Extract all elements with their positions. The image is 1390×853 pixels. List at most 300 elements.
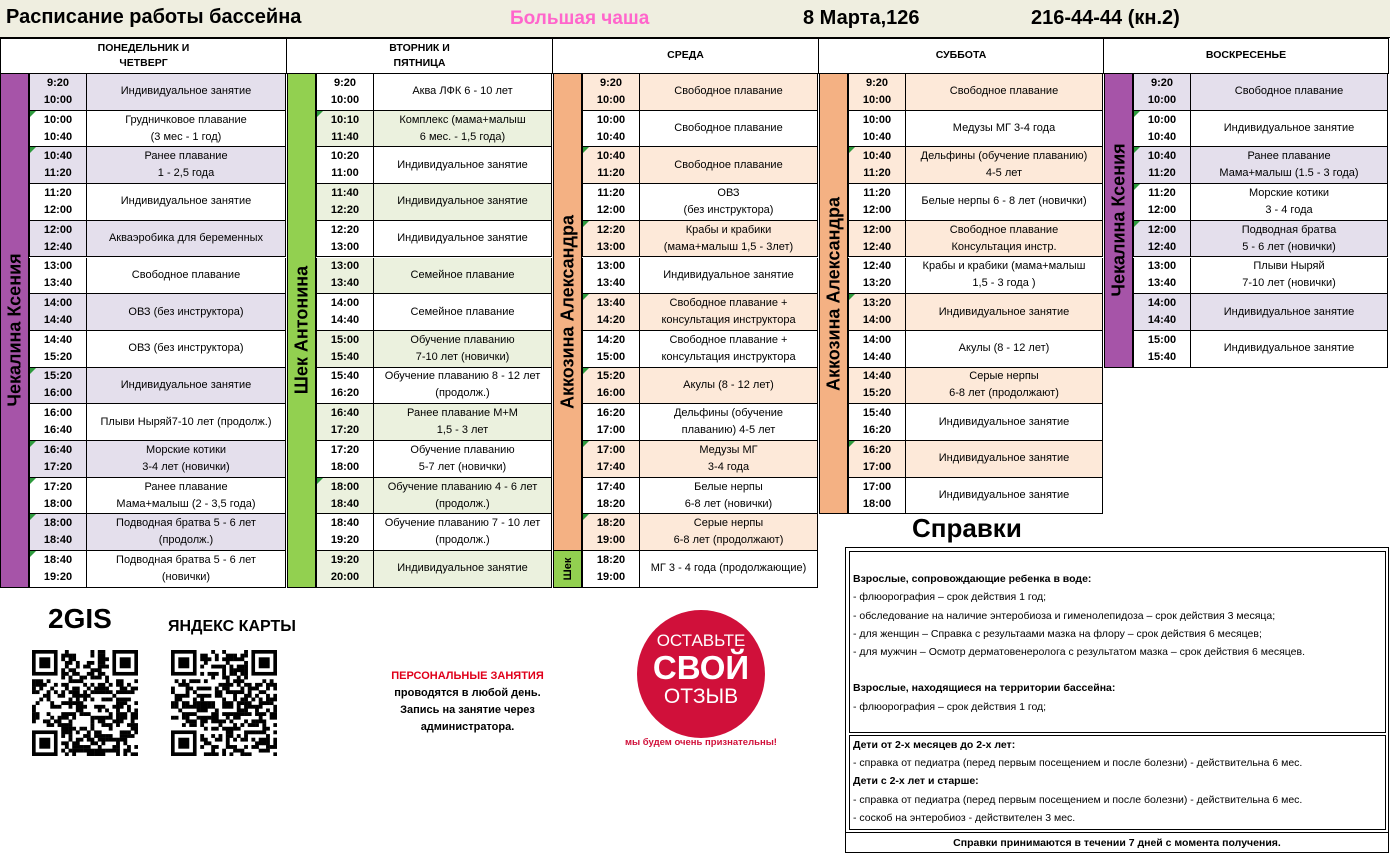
instructor-name: Чекалина Ксения — [1108, 143, 1128, 297]
activity-line: Мама+малыш (1.5 - 3 года) — [1219, 167, 1359, 180]
time-cell — [848, 184, 906, 220]
time-cell — [29, 404, 87, 440]
cell-marker-icon — [583, 294, 589, 300]
schedule-row — [582, 551, 818, 588]
activity-line: Белые нерпы — [694, 480, 763, 493]
end-time: 17:00 — [862, 460, 892, 473]
activity-line: Ранее плавание М+М — [407, 407, 518, 420]
start-time: 9:20 — [1150, 76, 1174, 89]
end-time: 10:40 — [43, 130, 73, 143]
activity-cell — [87, 258, 286, 294]
activity-line: Индивидуальное занятие — [397, 158, 528, 171]
activity-line: 3 - 4 года — [1265, 203, 1313, 216]
qr-code-yandex-icon[interactable] — [171, 650, 277, 756]
start-time: 10:40 — [1147, 150, 1177, 163]
start-time: 9:20 — [333, 76, 357, 89]
personal-lessons-line: администратора. — [420, 721, 515, 733]
activity-line: Индивидуальное занятие — [938, 305, 1070, 318]
activity-cell — [640, 111, 818, 147]
instructor-bar — [287, 74, 316, 588]
activity-line: Свободное плавание + — [669, 297, 788, 310]
start-time: 18:40 — [43, 553, 73, 566]
activity-line: 6 мес. - 1,5 года) — [419, 130, 506, 143]
time-cell — [29, 147, 87, 183]
activity-cell — [906, 404, 1103, 440]
activity-cell — [906, 111, 1103, 147]
schedule-row — [29, 331, 286, 368]
activity-line: Морские котики — [1248, 186, 1330, 199]
activity-line: Свободное плавание — [131, 268, 241, 281]
activity-line: Свободное плавание — [949, 223, 1059, 236]
activity-line: 7-10 лет (новички) — [1242, 277, 1336, 290]
activity-line: Свободное плавание — [674, 158, 783, 171]
activity-cell — [87, 74, 286, 110]
instructor-name: Аккозина Александра — [823, 196, 843, 391]
certificate-line: - для женщин – Справка с результаами мазка на флору – срок действия 6 месяцев; — [853, 627, 1262, 640]
start-time: 12:20 — [330, 223, 360, 236]
start-time: 15:40 — [330, 370, 360, 383]
start-time: 10:10 — [330, 113, 360, 126]
instructor-bar — [0, 74, 29, 588]
activity-cell — [87, 111, 286, 147]
activity-line: Ранее плавание — [144, 150, 228, 163]
activity-line: 5-7 лет (новички) — [418, 460, 507, 473]
certificates-children — [849, 735, 1386, 830]
end-time: 12:40 — [862, 240, 892, 253]
time-cell — [316, 551, 374, 587]
start-time: 13:00 — [330, 260, 360, 273]
cell-marker-icon — [317, 111, 323, 117]
activity-line: (новички) — [161, 570, 211, 583]
activity-line: консультация инструктора — [661, 350, 796, 363]
activity-line: 1,5 - 3 года ) — [972, 277, 1036, 290]
activity-cell — [640, 221, 818, 257]
review-line-1: ОСТАВЬТЕ — [656, 631, 746, 650]
day-header-wed — [553, 38, 819, 74]
activity-line: Семейное плавание — [410, 268, 515, 281]
qr-code-2gis-icon[interactable] — [32, 650, 138, 756]
day-header-line: ВТОРНИК И — [389, 41, 450, 54]
end-time: 10:00 — [862, 93, 892, 106]
start-time: 17:20 — [43, 480, 73, 493]
activity-cell — [640, 441, 818, 477]
start-time: 13:00 — [1147, 260, 1177, 273]
schedule-row — [29, 478, 286, 515]
schedule-row — [316, 478, 552, 515]
day-header-line: ПОНЕДЕЛЬНИК И — [97, 41, 190, 54]
activity-line: 6-8 лет (новички) — [684, 497, 773, 510]
schedule-row — [316, 74, 552, 111]
activity-line: Крабы и крабики — [685, 223, 772, 236]
activity-line: Акулы (8 - 12 лет) — [683, 378, 774, 391]
activity-line: Индивидуальное занятие — [120, 195, 252, 208]
activity-cell — [87, 551, 286, 587]
cell-marker-icon — [849, 441, 855, 447]
start-time: 16:20 — [596, 407, 626, 420]
time-cell — [582, 221, 640, 257]
activity-cell — [1191, 294, 1388, 330]
leave-review-button[interactable] — [637, 610, 765, 738]
schedule-row — [29, 111, 286, 148]
end-time: 11:20 — [863, 167, 891, 180]
page-title: Расписание работы бассейна — [6, 6, 302, 28]
start-time: 14:00 — [862, 333, 892, 346]
end-time: 12:20 — [330, 203, 360, 216]
schedule-row — [582, 147, 818, 184]
start-time: 18:00 — [330, 480, 360, 493]
schedule-row — [582, 331, 818, 368]
cell-marker-icon — [317, 478, 323, 484]
instructor-bar — [553, 74, 582, 551]
activity-line: Крабы и крабики (мама+малыш — [922, 260, 1086, 273]
start-time: 10:40 — [596, 150, 626, 163]
start-time: 12:00 — [1147, 223, 1177, 236]
activity-cell — [906, 74, 1103, 110]
activity-line: Индивидуальное занятие — [1223, 342, 1355, 355]
start-time: 17:20 — [330, 443, 360, 456]
time-cell — [582, 368, 640, 404]
activity-cell — [640, 478, 818, 514]
activity-line: Комплекс (мама+малыш — [399, 113, 526, 126]
start-time: 10:00 — [1147, 113, 1177, 126]
time-cell — [582, 111, 640, 147]
schedule-row — [848, 184, 1103, 221]
start-time: 19:20 — [330, 553, 360, 566]
end-time: 13:00 — [330, 240, 360, 253]
activity-line: Индивидуальное занятие — [120, 378, 252, 391]
activity-cell — [640, 294, 818, 330]
instructor-name: Шек Антонина — [291, 266, 311, 395]
end-time: 12:00 — [862, 203, 892, 216]
schedule-row — [848, 368, 1103, 405]
time-cell — [848, 221, 906, 257]
time-cell — [848, 331, 906, 367]
activity-line: ОВЗ — [717, 186, 740, 199]
activity-cell — [87, 221, 286, 257]
activity-line: Индивидуальное занятие — [663, 268, 794, 281]
schedule-row — [1133, 184, 1388, 221]
schedule-row — [316, 221, 552, 258]
personal-lessons-note — [355, 668, 580, 736]
end-time: 13:40 — [330, 277, 360, 290]
start-time: 16:40 — [330, 407, 360, 420]
schedule-row — [29, 514, 286, 551]
start-time: 10:00 — [596, 113, 626, 126]
cell-marker-icon — [849, 294, 855, 300]
certificate-line: Дети с 2-х лет и старше: — [853, 775, 979, 788]
cell-marker-icon — [30, 111, 36, 117]
time-cell — [316, 368, 374, 404]
end-time: 17:40 — [596, 460, 626, 473]
start-time: 15:20 — [43, 370, 73, 383]
certificate-line: - справка от педиатра (перед первым посещением и после болезни) - действительна 6 мес. — [853, 757, 1303, 770]
activity-line: плаванию) 4-5 лет — [681, 424, 776, 437]
time-cell — [316, 441, 374, 477]
end-time: 13:40 — [43, 277, 73, 290]
review-line-2: СВОЙ — [652, 649, 750, 686]
activity-cell — [640, 331, 818, 367]
activity-cell — [374, 258, 552, 294]
activity-cell — [640, 184, 818, 220]
schedule-row — [582, 221, 818, 258]
activity-line: Подводная братва 5 - 6 лет — [116, 517, 256, 530]
activity-line: 1,5 - 3 лет — [436, 424, 489, 437]
start-time: 15:00 — [330, 333, 360, 346]
gis-logo: 2GIS — [48, 603, 112, 634]
end-time: 15:40 — [1147, 350, 1177, 363]
activity-line: 3-4 года — [707, 460, 750, 473]
activity-cell — [374, 147, 552, 183]
activity-line: Медузы МГ 3-4 года — [952, 122, 1056, 135]
activity-cell — [640, 74, 818, 110]
activity-line: Грудничковое плавание — [125, 113, 247, 126]
yandex-maps-logo: ЯНДЕКС КАРТЫ — [168, 618, 296, 635]
schedule-row — [29, 258, 286, 295]
start-time: 17:00 — [862, 480, 892, 493]
activity-cell — [374, 294, 552, 330]
schedule-row — [1133, 294, 1388, 331]
activity-cell — [87, 368, 286, 404]
time-cell — [848, 74, 906, 110]
end-time: 16:40 — [43, 424, 73, 437]
time-cell — [1133, 221, 1191, 257]
time-cell — [29, 551, 87, 587]
end-time: 18:00 — [43, 497, 73, 510]
start-time: 14:40 — [43, 333, 73, 346]
time-cell — [29, 331, 87, 367]
activity-cell — [374, 441, 552, 477]
header-bar — [0, 0, 1390, 38]
cell-marker-icon — [30, 147, 36, 153]
time-cell — [848, 441, 906, 477]
activity-line: Индивидуальное занятие — [938, 452, 1070, 465]
activity-line: Акваэробика для беременных — [108, 232, 264, 245]
time-cell — [316, 221, 374, 257]
schedule-row — [1133, 74, 1388, 111]
activity-line: Индивидуальное занятие — [938, 489, 1070, 502]
start-time: 10:40 — [43, 150, 73, 163]
start-time: 16:20 — [862, 443, 892, 456]
day-header-line: ЧЕТВЕРГ — [119, 57, 168, 69]
pool-name: Большая чаша — [510, 8, 650, 29]
instructor-bar — [819, 74, 848, 514]
schedule-row — [316, 147, 552, 184]
end-time: 11:20 — [1148, 167, 1176, 180]
end-time: 14:40 — [43, 314, 73, 327]
instructor-name: Шек — [561, 557, 574, 581]
activity-line: Обучение плаванию — [410, 333, 515, 346]
time-cell — [582, 294, 640, 330]
activity-line: Ранее плавание — [1247, 150, 1331, 163]
certificate-line: - справка от педиатра (перед первым посещением и после болезни) - действительна 6 мес. — [853, 793, 1303, 806]
activity-line: 4-5 лет — [985, 167, 1023, 180]
start-time: 9:20 — [46, 76, 70, 89]
cell-marker-icon — [1134, 111, 1140, 117]
activity-line: (продолж.) — [158, 534, 214, 547]
activity-line: Индивидуальное занятие — [120, 85, 252, 98]
day-header-sun — [1104, 38, 1389, 74]
end-time: 13:00 — [596, 240, 626, 253]
certificate-line — [850, 716, 1385, 734]
activity-line: МГ 3 - 4 года (продолжающие) — [650, 562, 807, 575]
end-time: 12:00 — [1147, 203, 1177, 216]
activity-line: (продолж.) — [435, 534, 490, 547]
activity-cell — [640, 514, 818, 550]
end-time: 14:00 — [862, 314, 892, 327]
schedule-row — [848, 258, 1103, 295]
schedule-row — [848, 221, 1103, 258]
time-cell — [1133, 147, 1191, 183]
certificate-line: - для мужчин – Осмотр дерматовенеролога с результатом мазка – срок действия 6 месяцев. — [853, 646, 1306, 659]
schedule-row — [582, 111, 818, 148]
certificate-line: - флюорография – срок действия 1 год; — [853, 591, 1047, 604]
certificate-line — [850, 661, 1385, 679]
end-time: 14:40 — [862, 350, 892, 363]
activity-line: консультация инструктора — [661, 314, 796, 327]
cell-marker-icon — [30, 478, 36, 484]
activity-line: Аква ЛФК 6 - 10 лет — [412, 85, 513, 98]
end-time: 19:20 — [43, 570, 73, 583]
end-time: 13:40 — [1147, 277, 1177, 290]
personal-lessons-title: ПЕРСОНАЛЬНЫЕ ЗАНЯТИЯ — [391, 670, 544, 682]
schedule-row — [582, 441, 818, 478]
day-header-mon-thu — [0, 38, 287, 74]
activity-line: Дельфины (обучение плаванию) — [920, 150, 1088, 163]
time-cell — [29, 368, 87, 404]
activity-cell — [87, 331, 286, 367]
activity-cell — [906, 147, 1103, 183]
activity-line: 6-8 лет (продолжают) — [949, 387, 1059, 400]
time-cell — [582, 147, 640, 183]
activity-line: (3 мес - 1 год) — [150, 130, 222, 143]
start-time: 11:40 — [331, 186, 359, 199]
cell-marker-icon — [583, 441, 589, 447]
start-time: 10:40 — [862, 150, 892, 163]
time-cell — [582, 74, 640, 110]
end-time: 10:00 — [330, 93, 360, 106]
time-cell — [316, 147, 374, 183]
time-cell — [582, 478, 640, 514]
activity-line: ОВЗ (без инструктора) — [128, 342, 244, 355]
time-cell — [29, 514, 87, 550]
certificates-title: Справки — [912, 513, 1022, 543]
end-time: 12:00 — [43, 203, 73, 216]
review-thanks-text: мы будем очень признательны! — [625, 737, 777, 748]
schedule-row — [848, 404, 1103, 441]
start-time: 18:20 — [596, 517, 626, 530]
end-time: 11:00 — [331, 167, 359, 180]
activity-line: Подводная братва 5 - 6 лет — [116, 553, 256, 566]
activity-cell — [906, 221, 1103, 257]
time-cell — [1133, 294, 1191, 330]
schedule-row — [848, 441, 1103, 478]
activity-cell — [906, 258, 1103, 294]
cell-marker-icon — [30, 368, 36, 374]
schedule-row — [316, 404, 552, 441]
certificates-adults — [849, 551, 1386, 733]
end-time: 19:00 — [596, 534, 626, 547]
end-time: 11:20 — [597, 167, 625, 180]
activity-cell — [374, 74, 552, 110]
activity-line: Акулы (8 - 12 лет) — [958, 342, 1050, 355]
time-cell — [848, 147, 906, 183]
schedule-row — [848, 294, 1103, 331]
schedule-row — [316, 514, 552, 551]
activity-line: Серые нерпы — [969, 370, 1039, 383]
activity-cell — [87, 147, 286, 183]
start-time: 10:00 — [43, 113, 73, 126]
schedule-row — [29, 147, 286, 184]
activity-cell — [1191, 258, 1388, 294]
schedule-row — [582, 74, 818, 111]
schedule-row — [316, 331, 552, 368]
start-time: 14:20 — [596, 333, 626, 346]
end-time: 10:40 — [862, 130, 892, 143]
time-cell — [848, 294, 906, 330]
schedule-row — [848, 478, 1103, 515]
time-cell — [29, 478, 87, 514]
activity-cell — [640, 551, 818, 587]
certificate-line: Взрослые, находящиеся на территории бассейна: — [853, 682, 1116, 695]
activity-line: Морские котики — [145, 443, 227, 456]
end-time: 14:20 — [596, 314, 626, 327]
end-time: 12:40 — [43, 240, 73, 253]
activity-cell — [640, 258, 818, 294]
schedule-row — [848, 111, 1103, 148]
time-cell — [1133, 184, 1191, 220]
activity-line: 7-10 лет (новички) — [415, 350, 510, 363]
schedule-row — [29, 368, 286, 405]
end-time: 14:40 — [330, 314, 360, 327]
schedule-row — [1133, 331, 1388, 368]
end-time: 14:40 — [1147, 314, 1177, 327]
end-time: 12:00 — [596, 203, 626, 216]
end-time: 18:00 — [862, 497, 892, 510]
instructor-name: Аккозина Александра — [557, 215, 577, 410]
start-time: 13:40 — [596, 297, 626, 310]
day-header-line: СРЕДА — [667, 49, 704, 62]
activity-cell — [87, 294, 286, 330]
start-time: 15:20 — [596, 370, 626, 383]
end-time: 16:00 — [43, 387, 73, 400]
cell-marker-icon — [849, 147, 855, 153]
schedule-row — [1133, 258, 1388, 295]
activity-cell — [87, 514, 286, 550]
start-time: 13:20 — [862, 297, 892, 310]
time-cell — [582, 514, 640, 550]
end-time: 19:20 — [330, 534, 360, 547]
end-time: 12:40 — [1147, 240, 1177, 253]
day-header-line: СУББОТА — [935, 49, 987, 62]
time-cell — [316, 331, 374, 367]
end-time: 15:40 — [330, 350, 360, 363]
activity-line: Дельфины (обучение — [673, 407, 784, 420]
cell-marker-icon — [583, 221, 589, 227]
certificate-line: Дети от 2-х месяцев до 2-х лет: — [853, 739, 1016, 751]
certificate-line: - флюорография – срок действия 1 год; — [853, 700, 1047, 713]
schedule-row — [582, 258, 818, 295]
end-time: 18:40 — [43, 534, 73, 547]
start-time: 12:20 — [596, 223, 626, 236]
schedule-row — [29, 551, 286, 588]
time-cell — [582, 551, 640, 587]
activity-line: Плыви Ныряй — [1253, 260, 1325, 273]
start-time: 11:20 — [863, 186, 891, 199]
activity-line: Свободное плавание — [1234, 85, 1344, 98]
time-cell — [316, 74, 374, 110]
time-cell — [848, 111, 906, 147]
end-time: 17:20 — [43, 460, 73, 473]
